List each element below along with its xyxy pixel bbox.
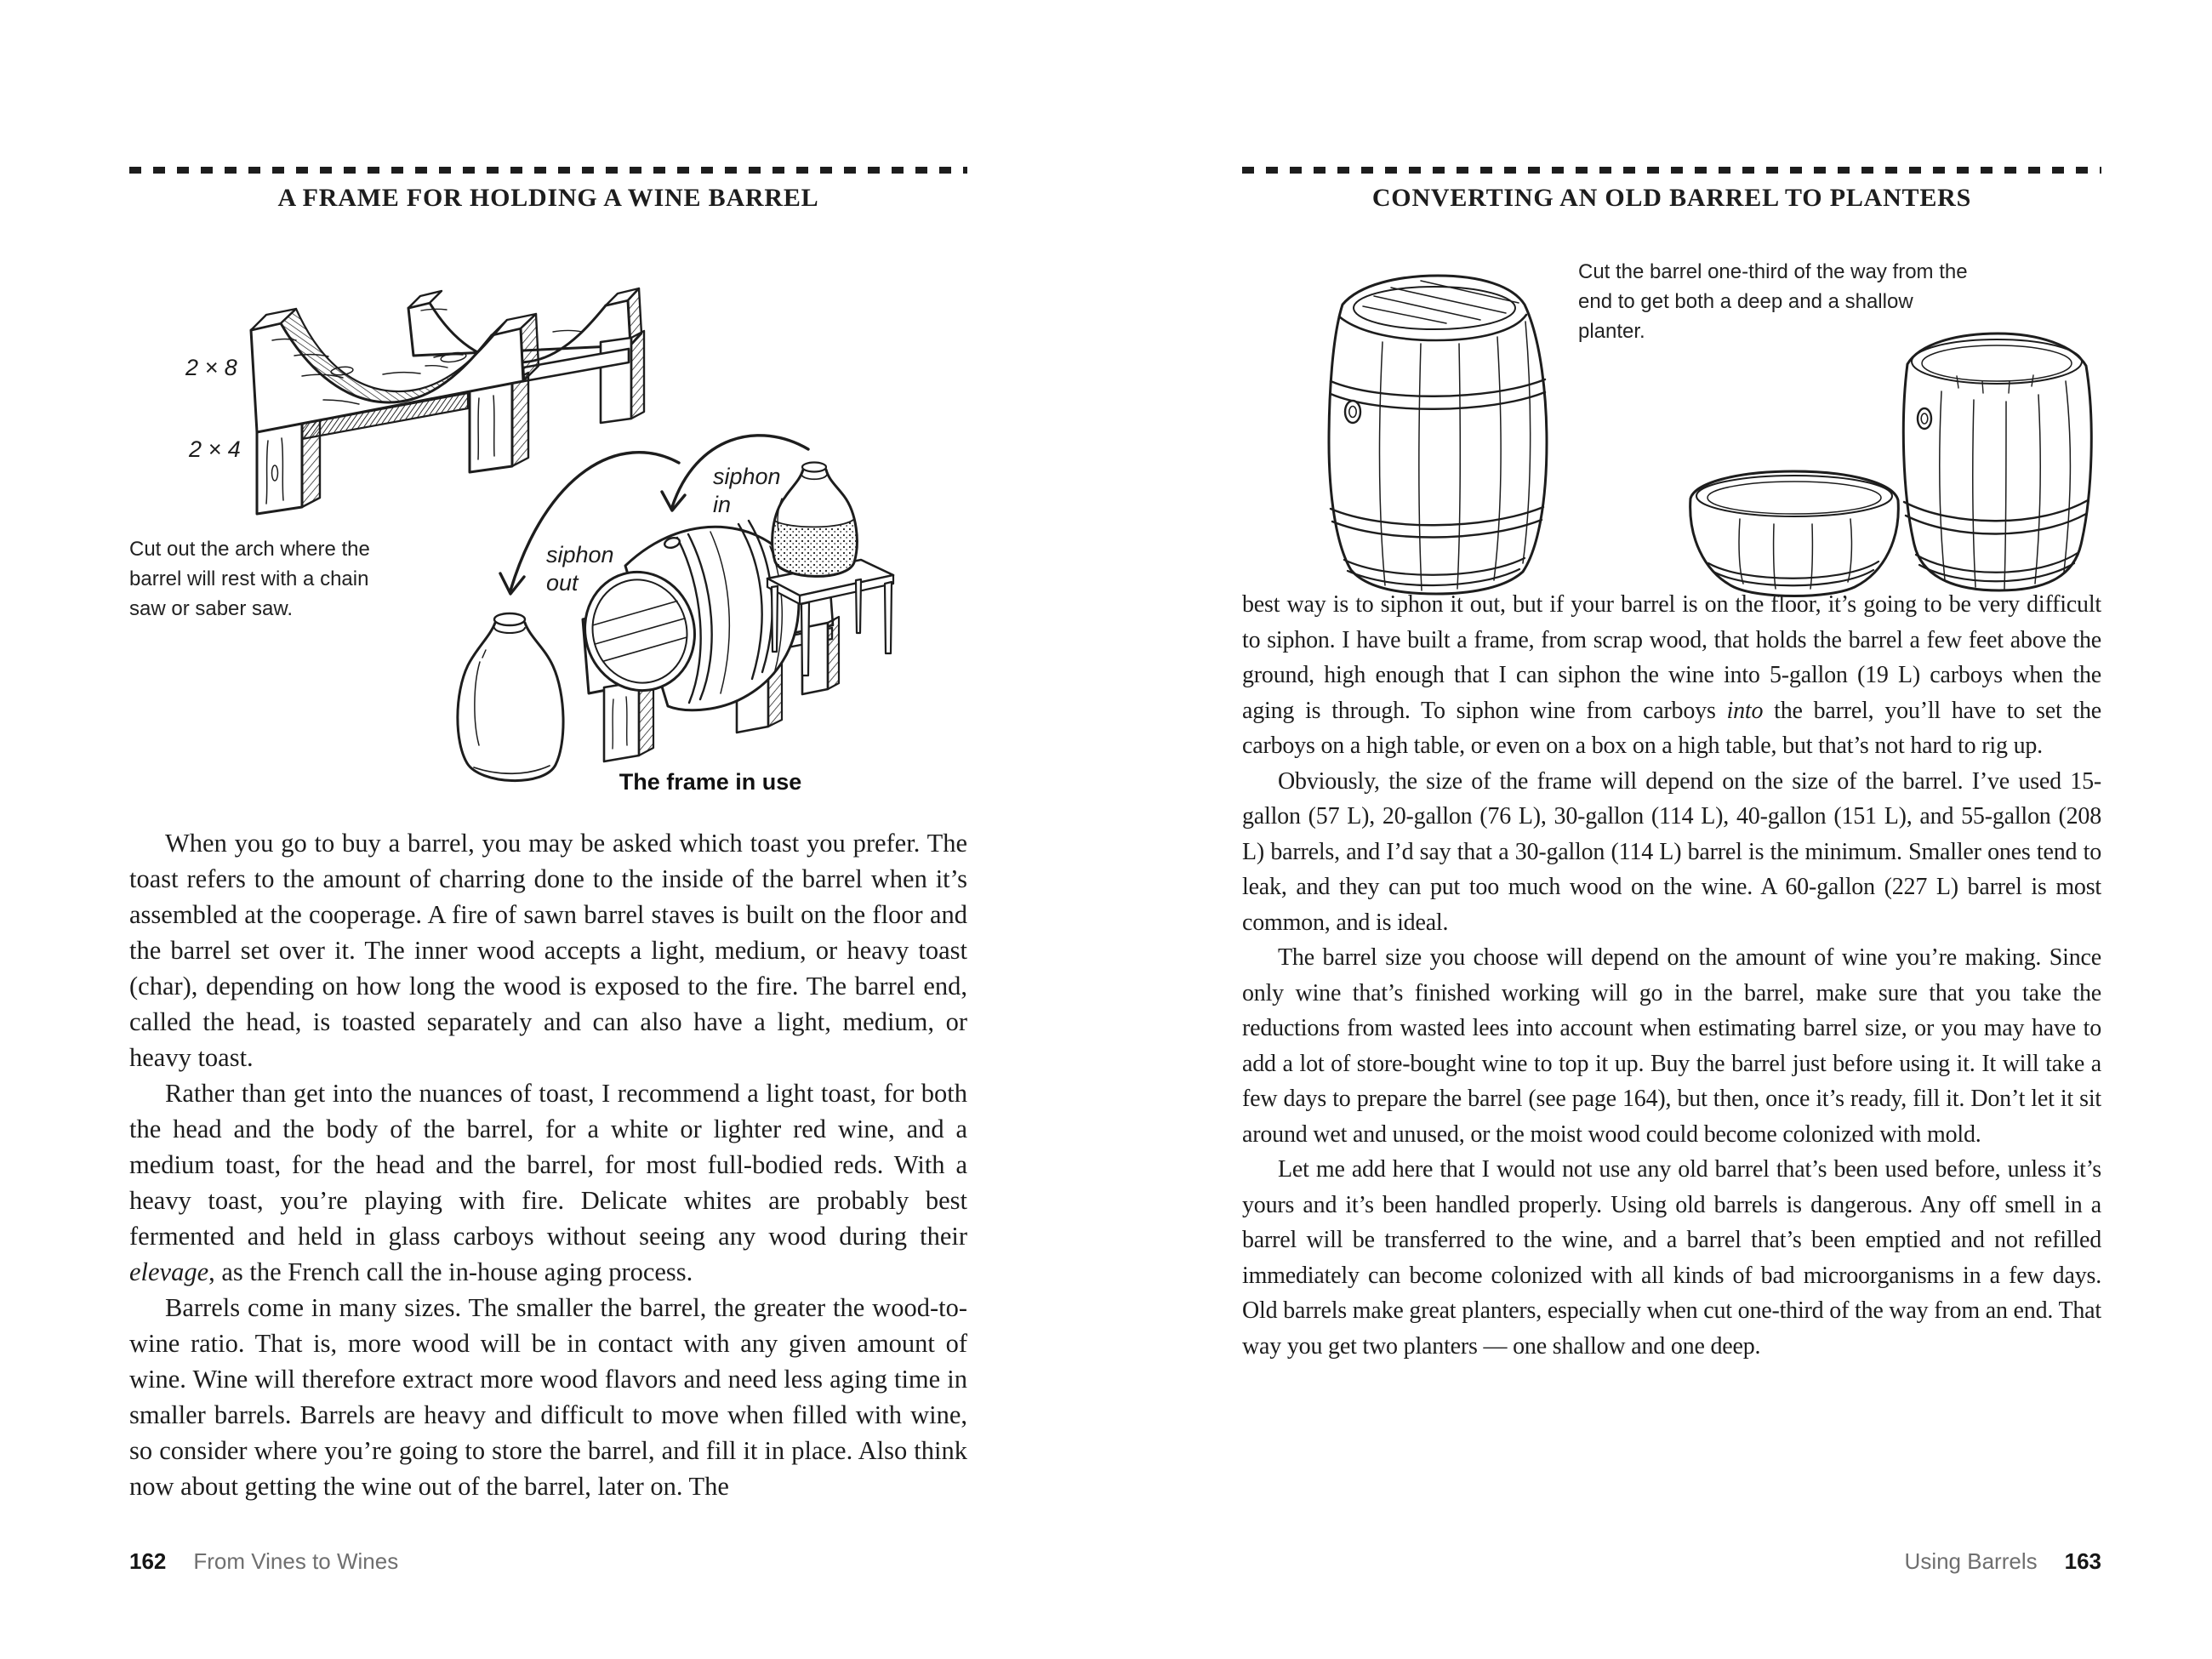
- siphon-in-label: [713, 463, 781, 519]
- frame-illustration: [128, 230, 961, 830]
- planters-figure: [1310, 238, 2101, 604]
- siphon-out-line2: out: [546, 570, 579, 596]
- siphon-out-line1: siphon: [546, 542, 614, 567]
- book-title: From Vines to Wines: [193, 1548, 399, 1574]
- left-box-heading: A FRAME FOR HOLDING A WINE BARREL: [277, 184, 819, 212]
- paragraph: best way is to siphon it out, but if your barrel is on the floor, it’s going to be very difficult to siphon. I have built a frame, from scrap wood, that holds the barrel a few feet above the ground, high enough that I can siphon the wine into 5-gallon (19 L) carboys when the aging is through. To siphon wine from carboys into the barrel, you’ll have to set the carboys on a high table, or even on a box on a high table, but that’s not hard to rig up.: [1242, 591, 2101, 759]
- frame-figure: [128, 230, 961, 830]
- right-footer: [1905, 1548, 2101, 1575]
- frame-figure-caption: The frame in use: [619, 769, 802, 795]
- paragraph: When you go to buy a barrel, you may be asked which toast you prefer. The toast refers to the amount of charring done to the inside of the barrel when it’s assembled at the cooperage. A fire of sawn barrel staves is built on the floor and the barrel set over it. The inner wood accepts a light, medium, or heavy toast (char), depending on how long the wood is exposed to the fire. The barrel end, called the head, is toasted separately and can also have a light, medium, or heavy toast.: [129, 829, 967, 1072]
- siphon-in-line2: in: [713, 492, 732, 517]
- right-box-heading: CONVERTING AN OLD BARREL TO PLANTERS: [1371, 184, 1972, 212]
- left-footer: [129, 1548, 398, 1575]
- paragraph: The barrel size you choose will depend on the amount of wine you’re making. Since only wine that’s finished working will go in the barrel, make sure that you take the reductions from wasted lees into account when estimating barrel size, or you may have to add a lot of store-bought wine to top it up. Buy the barrel just before using it. It will take a few days to prepare the barrel (see page 164), but then, once it’s ready, fill it. Don’t let it sit around wet and unused, or the moist wood could become colonized with mold.: [1242, 944, 2101, 1148]
- chapter-title: Using Barrels: [1904, 1548, 2038, 1574]
- paragraph: Let me add here that I would not use any old barrel that’s been used before, unless it’s yours and it’s been handled properly. Using old barrels is dangerous. Any off smell in a barrel will be transferred to the wine, and a barrel that’s been emptied and not refilled immediately can become colonized with all kinds of bad microorganisms in a few days. Old barrels make great planters, especially when cut one-third of the way from an end. That way you get two planters — one shallow and one deep.: [1242, 1156, 2101, 1360]
- left-dashed-rule: [129, 167, 967, 174]
- paragraph: Barrels come in many sizes. The smaller the barrel, the greater the wood-to-wine ratio. That is, more wood will be in contact with any given amount of wine. Wine will therefore extract more wood flavors and need less aging time in smaller barrels. Barrels are heavy and difficult to move when filled with wine, so consider where you’re going to store the barrel, and fill it in place. Also think now about getting the wine out of the barrel, later on. The: [129, 1293, 967, 1501]
- right-dashed-rule: [1242, 167, 2101, 174]
- left-page-number: 162: [129, 1548, 167, 1574]
- right-page-number: 163: [2064, 1548, 2101, 1574]
- siphon-out-label: [546, 541, 614, 597]
- arch-caption: Cut out the arch where the barrel will rest with a chain saw or saber saw.: [129, 538, 370, 620]
- paragraph: Rather than get into the nuances of toast, I recommend a light toast, for both the head and the body of the barrel, for a white or lighter red wine, and a medium toast, for the head and the barrel, for most full-bodied reds. With a heavy toast, you’re playing with fire. Delicate whites are probably best fermented and held in glass carboys without seeing any wood during their elevage, as the French call the in-house aging process.: [129, 1079, 967, 1286]
- left-body-text: [129, 825, 967, 1504]
- planters-caption: Cut the barrel one-third of the way from the end to get both a deep and a shallow planter.: [1578, 260, 1968, 343]
- paragraph: Obviously, the size of the frame will depend on the size of the barrel. I’ve used 15-gallon (57 L), 20-gallon (76 L), 30-gallon (114 L), 40-gallon (151 L), and 55-gallon (208 L) barrels, and I’d say that a 30-gallon (114 L) barrel is the minimum. Smaller ones tend to leak, and they can put too much wood on the wine. A 60-gallon (227 L) barrel is most common, and is ideal.: [1242, 767, 2101, 936]
- siphon-in-line1: siphon: [713, 464, 781, 489]
- right-body-text: [1242, 587, 2101, 1364]
- board-size-label-2x4: 2 × 4: [189, 436, 241, 462]
- board-size-label-2x8: 2 × 8: [185, 355, 237, 380]
